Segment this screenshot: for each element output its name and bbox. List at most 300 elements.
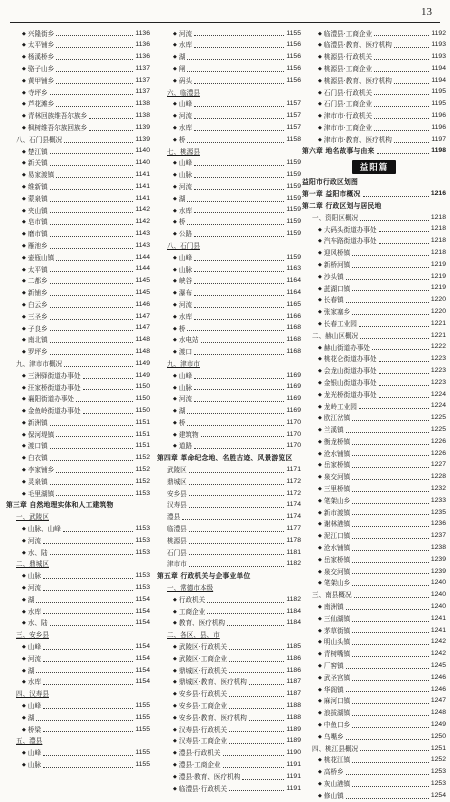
- toc-item-entry[interactable]: [302, 767, 446, 779]
- leader-dots: [359, 404, 429, 409]
- toc-item-entry[interactable]: [157, 252, 301, 264]
- toc-item-entry[interactable]: [302, 377, 446, 389]
- toc-entry-title: ◆ 临澧县·行政机关: [173, 786, 227, 793]
- leader-dots: [229, 727, 284, 732]
- toc-item-entry[interactable]: [6, 99, 150, 111]
- toc-entry-title: ◆ 夹山镇: [22, 208, 48, 215]
- toc-section-entry[interactable]: [6, 630, 150, 642]
- toc-item-entry[interactable]: [302, 613, 446, 625]
- leader-dots: [229, 645, 284, 650]
- toc-item-entry[interactable]: [157, 594, 301, 606]
- toc-item-entry[interactable]: [6, 594, 150, 606]
- toc-entry-page: 1225: [430, 414, 446, 422]
- toc-entry-title: ◆ 沧水铺镇: [318, 451, 350, 458]
- toc-column-middle: [157, 28, 301, 795]
- toc-item-entry[interactable]: [157, 783, 301, 795]
- toc-item-entry[interactable]: [157, 276, 301, 288]
- leader-dots: [43, 763, 133, 768]
- toc-item-entry[interactable]: [157, 665, 301, 677]
- toc-item-entry[interactable]: [157, 63, 301, 75]
- leader-dots: [43, 751, 133, 756]
- toc-entry-title: ◆ 中鱼口乡: [318, 722, 350, 729]
- leader-dots: [352, 581, 429, 586]
- toc-section-entry[interactable]: [157, 582, 301, 594]
- toc-item-entry[interactable]: [6, 40, 150, 52]
- toc-entry-title: ◆ 茅草街镇: [318, 628, 350, 635]
- toc-item-entry[interactable]: [157, 335, 301, 347]
- toc-item-entry[interactable]: [302, 40, 446, 52]
- toc-entry-page: 1219: [430, 272, 446, 280]
- leader-dots: [50, 279, 134, 284]
- toc-entry-title: 第六章 地名故事与由来: [302, 147, 375, 156]
- toc-entry-page: 1221: [430, 331, 446, 339]
- toc-item-entry[interactable]: [6, 205, 150, 217]
- toc-item-entry[interactable]: [6, 382, 150, 394]
- toc-item-entry[interactable]: [157, 429, 301, 441]
- toc-item-entry[interactable]: [302, 531, 446, 543]
- toc-section-entry[interactable]: [157, 559, 301, 571]
- toc-item-entry[interactable]: [157, 134, 301, 146]
- toc-entry-title: ◆ 枫树维吾尔族回族乡: [22, 125, 87, 132]
- toc-entry-title: ◆ 建筑物: [173, 432, 199, 439]
- toc-chapter-entry[interactable]: [302, 189, 446, 201]
- toc-item-entry[interactable]: [302, 519, 446, 531]
- toc-item-entry[interactable]: [6, 582, 150, 594]
- toc-entry-title: 澧县: [167, 513, 181, 522]
- toc-entry-title: 一、武陵区: [16, 513, 49, 522]
- toc-section-entry[interactable]: [302, 590, 446, 602]
- toc-entry-title: ◆ 水库: [173, 314, 192, 321]
- toc-section-entry[interactable]: [6, 358, 150, 370]
- toc-chapter-entry[interactable]: [302, 177, 446, 189]
- toc-item-entry[interactable]: [157, 158, 301, 170]
- toc-item-entry[interactable]: [157, 288, 301, 300]
- toc-item-entry[interactable]: [6, 311, 150, 323]
- leader-dots: [187, 421, 284, 426]
- leader-dots: [50, 326, 134, 331]
- toc-section-entry[interactable]: [157, 146, 301, 158]
- toc-item-entry[interactable]: [6, 335, 150, 347]
- toc-item-entry[interactable]: [302, 401, 446, 413]
- toc-item-entry[interactable]: [6, 347, 150, 359]
- leader-dots: [379, 369, 429, 374]
- toc-entry-title: ◆ 修山镇: [318, 793, 344, 800]
- toc-item-entry[interactable]: [302, 719, 446, 731]
- leader-dots: [194, 173, 284, 178]
- toc-item-entry[interactable]: [6, 547, 150, 559]
- toc-item-entry[interactable]: [6, 618, 150, 630]
- toc-entry-title: ◆ 三洲驿街道办事处: [22, 373, 81, 380]
- toc-section-entry[interactable]: [157, 87, 301, 99]
- toc-entry-page: 1190: [286, 749, 301, 757]
- toc-item-entry[interactable]: [6, 712, 150, 724]
- toc-entry-page: 1195: [431, 88, 446, 96]
- toc-item-entry[interactable]: [302, 259, 446, 271]
- toc-entry-title: ◆ 维新镇: [22, 184, 48, 191]
- toc-entry-title: ◆ 毛里湖镇: [22, 491, 54, 498]
- toc-item-entry[interactable]: [302, 283, 446, 295]
- toc-entry-title: ◆ 水库: [173, 208, 192, 215]
- toc-entry-title: ◆ 保河堤镇: [22, 432, 54, 439]
- toc-item-entry[interactable]: [6, 170, 150, 182]
- toc-item-entry[interactable]: [157, 653, 301, 665]
- toc-item-entry[interactable]: [157, 417, 301, 429]
- toc-item-entry[interactable]: [6, 288, 150, 300]
- toc-section-entry[interactable]: [157, 240, 301, 252]
- toc-item-entry[interactable]: [157, 75, 301, 87]
- toc-section-entry[interactable]: [302, 743, 446, 755]
- toc-section-entry[interactable]: [6, 689, 150, 701]
- toc-item-entry[interactable]: [6, 653, 150, 665]
- toc-entry-page: 1156: [286, 64, 301, 72]
- toc-item-entry[interactable]: [302, 542, 446, 554]
- toc-item-entry[interactable]: [6, 406, 150, 418]
- toc-item-entry[interactable]: [157, 193, 301, 205]
- toc-item-entry[interactable]: [302, 684, 446, 696]
- toc-item-entry[interactable]: [302, 472, 446, 484]
- toc-chapter-entry[interactable]: [157, 571, 301, 583]
- toc-item-entry[interactable]: [157, 641, 301, 653]
- toc-entry-title: ◆ 长春镇: [318, 297, 344, 304]
- toc-item-entry[interactable]: [157, 28, 301, 40]
- toc-entry-title: ◆ 桃花仑街道办事处: [318, 356, 377, 363]
- toc-item-entry[interactable]: [302, 342, 446, 354]
- toc-section-entry[interactable]: [157, 535, 301, 547]
- toc-item-entry[interactable]: [157, 181, 301, 193]
- toc-item-entry[interactable]: [157, 229, 301, 241]
- toc-item-entry[interactable]: [6, 181, 150, 193]
- toc-entry-page: 1146: [135, 300, 150, 308]
- toc-item-entry[interactable]: [302, 625, 446, 637]
- toc-section-entry[interactable]: [157, 630, 301, 642]
- toc-entry-page: 1246: [430, 673, 446, 681]
- toc-entry-title: ◆ 李家铺乡: [22, 467, 54, 474]
- toc-item-entry[interactable]: [6, 394, 150, 406]
- toc-item-entry[interactable]: [302, 75, 446, 87]
- leader-dots: [346, 794, 429, 799]
- leader-dots: [194, 79, 284, 84]
- toc-entry-page: 1166: [286, 312, 301, 320]
- toc-item-entry[interactable]: [302, 366, 446, 378]
- toc-item-entry[interactable]: [6, 276, 150, 288]
- toc-entry-title: ◆ 山脉: [22, 573, 41, 580]
- leader-dots: [352, 569, 429, 574]
- toc-entry-page: 1219: [430, 260, 446, 268]
- leader-dots: [83, 409, 134, 414]
- toc-entry-title: 四、桃江县概况: [312, 744, 359, 753]
- toc-entry-title: ◆ 岳家桥镇: [318, 557, 350, 564]
- toc-item-entry[interactable]: [302, 354, 446, 366]
- toc-entry-title: ◆ 赫山街道办事处: [318, 345, 370, 352]
- toc-item-entry[interactable]: [157, 370, 301, 382]
- leader-dots: [50, 232, 134, 237]
- leader-dots: [346, 687, 429, 692]
- toc-item-entry[interactable]: [157, 677, 301, 689]
- toc-item-entry[interactable]: [6, 759, 150, 771]
- toc-item-entry[interactable]: [157, 99, 301, 111]
- toc-item-entry[interactable]: [6, 28, 150, 40]
- toc-item-entry[interactable]: [302, 495, 446, 507]
- toc-item-entry[interactable]: [157, 700, 301, 712]
- toc-item-entry[interactable]: [302, 649, 446, 661]
- toc-item-entry[interactable]: [6, 665, 150, 677]
- toc-item-entry[interactable]: [302, 566, 446, 578]
- toc-entry-title: ◆ 龙岭工业园: [318, 404, 357, 411]
- toc-entry-page: 1194: [431, 64, 446, 72]
- toc-item-entry[interactable]: [6, 193, 150, 205]
- toc-section-entry[interactable]: [302, 330, 446, 342]
- toc-item-entry[interactable]: [302, 295, 446, 307]
- toc-entry-page: 1159: [286, 218, 301, 226]
- toc-section-entry[interactable]: [157, 512, 301, 524]
- toc-entry-page: 1235: [430, 508, 446, 516]
- toc-chapter-entry[interactable]: [157, 453, 301, 465]
- toc-entry-title: ◆ 湖: [22, 668, 34, 675]
- toc-item-entry[interactable]: [302, 554, 446, 566]
- toc-item-entry[interactable]: [6, 217, 150, 229]
- toc-entry-title: ◆ 子良乡: [22, 326, 48, 333]
- toc-item-entry[interactable]: [157, 724, 301, 736]
- toc-item-entry[interactable]: [302, 122, 446, 134]
- toc-item-entry[interactable]: [157, 759, 301, 771]
- toc-item-entry[interactable]: [6, 111, 150, 123]
- toc-item-entry[interactable]: [157, 52, 301, 64]
- toc-item-entry[interactable]: [6, 122, 150, 134]
- toc-item-entry[interactable]: [6, 606, 150, 618]
- toc-item-entry[interactable]: [6, 641, 150, 653]
- toc-item-entry[interactable]: [302, 63, 446, 75]
- toc-item-entry[interactable]: [302, 672, 446, 684]
- toc-item-entry[interactable]: [6, 158, 150, 170]
- toc-section-entry[interactable]: [157, 464, 301, 476]
- toc-item-entry[interactable]: [157, 606, 301, 618]
- toc-entry-page: 1153: [135, 572, 150, 580]
- toc-entry-title: ◆ 沧水铺镇: [318, 545, 350, 552]
- leader-dots: [189, 503, 285, 508]
- toc-item-entry[interactable]: [302, 134, 446, 146]
- toc-item-entry[interactable]: [6, 417, 150, 429]
- toc-entry-title: ◆ 河流: [173, 396, 192, 403]
- toc-entry-title: ◆ 迎风桥镇: [318, 250, 350, 257]
- toc-entry-title: ◆ 大码头街道办事处: [318, 227, 377, 234]
- toc-item-entry[interactable]: [6, 700, 150, 712]
- toc-item-entry[interactable]: [157, 406, 301, 418]
- toc-entry-title: ◆ 河流: [22, 538, 41, 545]
- toc-item-entry[interactable]: [302, 778, 446, 790]
- toc-item-entry[interactable]: [302, 28, 446, 40]
- toc-item-entry[interactable]: [6, 571, 150, 583]
- leader-dots: [50, 303, 134, 308]
- toc-section-entry[interactable]: [6, 512, 150, 524]
- toc-item-entry[interactable]: [6, 63, 150, 75]
- toc-entry-page: 1153: [135, 489, 150, 497]
- toc-item-entry[interactable]: [302, 601, 446, 613]
- leader-dots: [43, 586, 133, 591]
- toc-item-entry[interactable]: [157, 347, 301, 359]
- toc-item-entry[interactable]: [302, 755, 446, 767]
- toc-entry-page: 1144: [135, 253, 150, 261]
- leader-dots: [227, 621, 284, 626]
- toc-section-entry[interactable]: [6, 736, 150, 748]
- toc-entry-page: 1172: [286, 489, 301, 497]
- toc-entry-page: 1159: [286, 194, 301, 202]
- toc-entry-title: ◆ 南北镇: [22, 337, 48, 344]
- toc-item-entry[interactable]: [302, 111, 446, 123]
- toc-item-entry[interactable]: [157, 771, 301, 783]
- toc-item-entry[interactable]: [157, 299, 301, 311]
- toc-item-entry[interactable]: [157, 205, 301, 217]
- toc-item-entry[interactable]: [6, 748, 150, 760]
- toc-section-entry[interactable]: [302, 212, 446, 224]
- toc-item-entry[interactable]: [302, 483, 446, 495]
- toc-item-entry[interactable]: [302, 448, 446, 460]
- toc-entry-page: 1155: [135, 760, 150, 768]
- toc-item-entry[interactable]: [302, 318, 446, 330]
- toc-section-entry[interactable]: [6, 559, 150, 571]
- toc-item-entry[interactable]: [157, 441, 301, 453]
- toc-item-entry[interactable]: [302, 460, 446, 472]
- toc-chapter-entry[interactable]: [302, 146, 446, 158]
- toc-item-entry[interactable]: [302, 52, 446, 64]
- toc-entry-page: 1195: [431, 100, 446, 108]
- toc-item-entry[interactable]: [157, 264, 301, 276]
- toc-entry-title: ◆ 湖: [173, 196, 185, 203]
- toc-item-entry[interactable]: [302, 507, 446, 519]
- toc-item-entry[interactable]: [302, 637, 446, 649]
- toc-item-entry[interactable]: [6, 240, 150, 252]
- leader-dots: [194, 161, 284, 166]
- toc-item-entry[interactable]: [6, 229, 150, 241]
- toc-item-entry[interactable]: [302, 708, 446, 720]
- toc-entry-title: ◆ 山脉: [173, 267, 192, 274]
- toc-item-entry[interactable]: [157, 618, 301, 630]
- toc-item-entry[interactable]: [302, 660, 446, 672]
- toc-entry-page: 1152: [135, 477, 150, 485]
- toc-item-entry[interactable]: [302, 307, 446, 319]
- toc-item-entry[interactable]: [157, 323, 301, 335]
- leader-dots: [229, 692, 284, 697]
- toc-item-entry[interactable]: [6, 323, 150, 335]
- toc-item-entry[interactable]: [6, 370, 150, 382]
- toc-item-entry[interactable]: [6, 75, 150, 87]
- toc-item-entry[interactable]: [302, 248, 446, 260]
- leader-dots: [43, 539, 133, 544]
- toc-item-entry[interactable]: [6, 264, 150, 276]
- toc-item-entry[interactable]: [302, 578, 446, 590]
- toc-item-entry[interactable]: [302, 236, 446, 248]
- toc-entry-page: 1187: [286, 690, 301, 698]
- toc-item-entry[interactable]: [157, 394, 301, 406]
- leader-dots: [194, 208, 284, 213]
- toc-entry-page: 1169: [286, 371, 301, 379]
- toc-entry-title: ◆ 三里桥镇: [318, 486, 350, 493]
- toc-entry-title: ◆ 乌嘴乡: [318, 734, 344, 741]
- toc-item-entry[interactable]: [6, 299, 150, 311]
- toc-section-entry[interactable]: [157, 500, 301, 512]
- toc-item-entry[interactable]: [302, 224, 446, 236]
- toc-item-entry[interactable]: [6, 724, 150, 736]
- toc-entry-page: 1194: [431, 76, 446, 84]
- toc-section-entry[interactable]: [157, 488, 301, 500]
- toc-entry-page: 1185: [286, 642, 301, 650]
- leader-dots: [394, 43, 429, 48]
- toc-section-entry[interactable]: [6, 134, 150, 146]
- toc-item-entry[interactable]: [6, 87, 150, 99]
- toc-item-entry[interactable]: [157, 40, 301, 52]
- leader-dots: [194, 444, 284, 449]
- toc-item-entry[interactable]: [6, 146, 150, 158]
- toc-entry-title: ◆ 水、陆: [22, 620, 48, 627]
- toc-item-entry[interactable]: [157, 311, 301, 323]
- toc-item-entry[interactable]: [157, 748, 301, 760]
- toc-item-entry[interactable]: [302, 99, 446, 111]
- toc-entry-page: 1157: [286, 123, 301, 131]
- toc-item-entry[interactable]: [157, 170, 301, 182]
- toc-entry-title: ◆ 湖: [22, 597, 34, 604]
- leader-dots: [50, 208, 134, 213]
- toc-entry-title: ◆ 黄甲铺乡: [22, 78, 54, 85]
- toc-entry-title: ◆ 河流: [22, 585, 41, 592]
- toc-item-entry[interactable]: [302, 790, 446, 802]
- toc-entry-title: 武陵区: [167, 466, 187, 475]
- toc-item-entry[interactable]: [6, 429, 150, 441]
- toc-item-entry[interactable]: [157, 217, 301, 229]
- toc-item-entry[interactable]: [302, 413, 446, 425]
- toc-item-entry[interactable]: [302, 271, 446, 283]
- toc-item-entry[interactable]: [302, 731, 446, 743]
- toc-entry-page: 1218: [430, 225, 446, 233]
- toc-item-entry[interactable]: [157, 122, 301, 134]
- toc-item-entry[interactable]: [6, 488, 150, 500]
- toc-item-entry[interactable]: [157, 712, 301, 724]
- toc-item-entry[interactable]: [302, 425, 446, 437]
- toc-entry-title: ◆ 寺坪乡: [22, 90, 48, 97]
- toc-chapter-entry[interactable]: [302, 200, 446, 212]
- toc-item-entry[interactable]: [6, 464, 150, 476]
- toc-item-entry[interactable]: [302, 696, 446, 708]
- toc-item-entry[interactable]: [157, 689, 301, 701]
- toc-item-entry[interactable]: [6, 476, 150, 488]
- toc-item-entry[interactable]: [157, 382, 301, 394]
- toc-item-entry[interactable]: [302, 87, 446, 99]
- leader-dots: [352, 499, 429, 504]
- toc-entry-page: 1137: [135, 64, 150, 72]
- toc-entry-title: 第二章 行政区划与居民地: [302, 201, 382, 210]
- toc-item-entry[interactable]: [6, 52, 150, 64]
- toc-section-entry[interactable]: [157, 547, 301, 559]
- toc-entry-title: ◆ 山峰: [22, 750, 41, 757]
- leader-dots: [352, 475, 429, 480]
- toc-item-entry[interactable]: [6, 252, 150, 264]
- toc-item-entry[interactable]: [6, 441, 150, 453]
- toc-item-entry[interactable]: [6, 523, 150, 535]
- toc-entry-page: 1155: [135, 701, 150, 709]
- toc-entry-title: ◆ 渡口: [173, 349, 192, 356]
- leader-dots: [50, 421, 134, 426]
- toc-item-entry[interactable]: [157, 736, 301, 748]
- toc-chapter-entry[interactable]: [6, 500, 150, 512]
- toc-item-entry[interactable]: [157, 111, 301, 123]
- toc-item-entry[interactable]: [6, 677, 150, 689]
- toc-item-entry[interactable]: [6, 535, 150, 547]
- toc-item-entry[interactable]: [6, 453, 150, 465]
- leader-dots: [50, 444, 134, 449]
- toc-item-entry[interactable]: [302, 389, 446, 401]
- toc-section-entry[interactable]: [157, 523, 301, 535]
- toc-section-entry[interactable]: [157, 358, 301, 370]
- toc-item-entry[interactable]: [302, 436, 446, 448]
- toc-section-entry[interactable]: [157, 476, 301, 488]
